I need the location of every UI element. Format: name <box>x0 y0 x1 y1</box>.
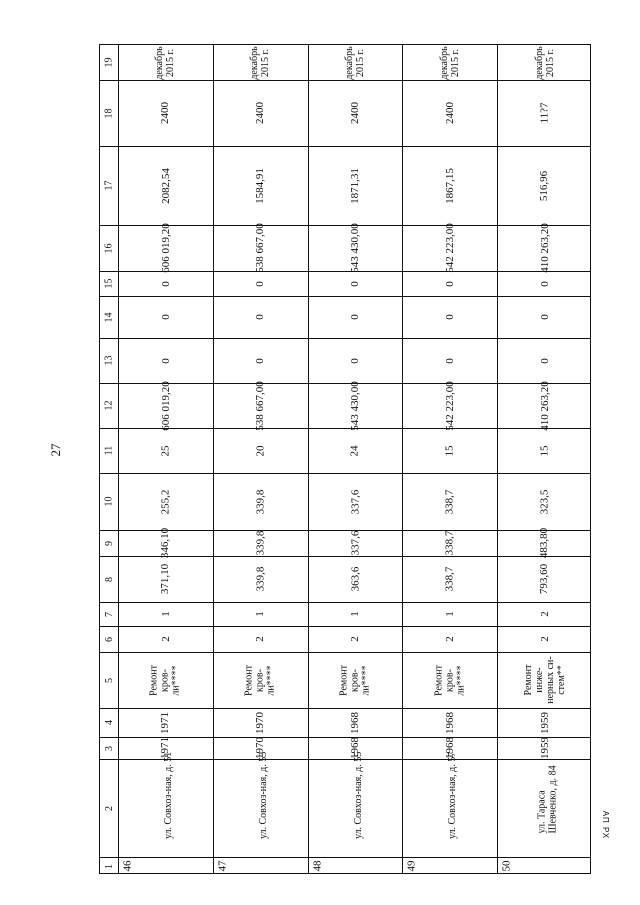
cell-text-col-9: 339,8 <box>254 530 267 556</box>
cell-text-col-1: 48 <box>311 860 324 872</box>
cell-text-col-15: 0 <box>348 280 361 287</box>
table-cell <box>497 602 592 626</box>
cell-text-col-16: 538 667,00 <box>254 223 267 273</box>
cell-text-col-16: 543 430,00 <box>348 223 361 273</box>
column-number-label: 9 <box>103 540 115 546</box>
table-cell <box>213 271 308 296</box>
column-number <box>100 428 118 473</box>
table-cell <box>402 271 497 296</box>
column-number-label: 4 <box>103 720 115 725</box>
table-cell <box>213 530 308 556</box>
cell-text-col-3: 1970 <box>254 737 267 759</box>
table-cell <box>118 296 213 338</box>
cell-text-col-2: ул. Совхоз-ная, д. 55 <box>352 751 364 840</box>
cell-text-col-8: 339,8 <box>254 566 267 592</box>
cell-text-col-7: 1 <box>254 611 267 617</box>
cell-text-col-3: 1968 <box>348 737 361 759</box>
cell-text-col-11: 15 <box>443 445 456 456</box>
table-cell <box>118 473 213 530</box>
column-number-label: 14 <box>103 312 115 322</box>
table-cell <box>213 296 308 338</box>
cell-text-col-9: 337,6 <box>348 530 361 556</box>
column-number-label: 8 <box>103 576 115 582</box>
table-cell <box>308 45 403 80</box>
table-cell <box>213 473 308 530</box>
cell-text-col-3: 1971 <box>159 737 172 759</box>
table-cell <box>402 146 497 225</box>
table-cell <box>497 338 592 383</box>
table-cell <box>308 428 403 473</box>
table-cell <box>402 225 497 271</box>
cell-text-col-19: декабрь 2015 г. <box>533 45 556 80</box>
column-number-label: 7 <box>103 611 115 617</box>
column-number <box>100 652 118 708</box>
table-cell <box>118 626 213 652</box>
cell-text-col-9: 346,10 <box>159 527 172 559</box>
table-cell <box>213 708 308 737</box>
cell-text-col-12: 606 019,20 <box>159 380 172 431</box>
table-cell <box>402 530 497 556</box>
column-number <box>100 556 118 602</box>
column-number <box>100 45 118 80</box>
cell-text-col-10: 337,6 <box>348 489 361 514</box>
table-cell <box>118 80 213 146</box>
cell-text-col-8: 363,6 <box>348 566 361 592</box>
table-cell <box>402 708 497 737</box>
cell-text-col-2: ул. Совхоз-ная, д. 53 <box>257 751 269 840</box>
table-cell <box>118 271 213 296</box>
table-cell <box>213 652 308 708</box>
table-cell <box>497 652 592 708</box>
cell-text-col-11: 24 <box>348 445 361 456</box>
table-cell <box>118 338 213 383</box>
table-cell <box>308 708 403 737</box>
cell-text-col-7: 1 <box>348 611 361 617</box>
table-cell <box>118 225 213 271</box>
table-cell <box>118 527 213 559</box>
table-cell <box>497 146 592 225</box>
cell-text-col-10: 255,2 <box>159 489 172 514</box>
table-cell <box>402 556 497 602</box>
column-number <box>100 530 118 556</box>
cell-text-col-6: 2 <box>254 636 267 642</box>
cell-text-col-17: 2082,54 <box>159 167 172 204</box>
column-number-label: 10 <box>103 496 115 507</box>
cell-text-col-15: 0 <box>538 280 551 287</box>
column-number <box>100 759 118 857</box>
cell-text-col-12: 542 223,00 <box>443 380 456 431</box>
cell-text-col-12: 538 667,00 <box>254 380 267 431</box>
cell-text-col-19: декабрь 2015 г. <box>438 45 461 80</box>
table-cell <box>213 45 308 80</box>
column-number <box>100 383 118 428</box>
table-cell <box>308 652 403 708</box>
cell-text-col-6: 2 <box>443 636 456 642</box>
cell-text-col-13: 0 <box>443 357 456 364</box>
cell-text-col-5: Ремонт кров-ли**** <box>433 664 467 696</box>
table-cell <box>308 80 403 146</box>
table-cell <box>497 80 592 146</box>
column-number-label: 12 <box>103 400 115 411</box>
column-number <box>100 271 118 296</box>
table-cell <box>213 225 308 271</box>
cell-text-col-15: 0 <box>159 280 172 287</box>
data-table <box>99 44 591 874</box>
cell-text-col-18: 11?7 <box>538 102 551 124</box>
cell-text-col-10: 339,8 <box>254 489 267 514</box>
cell-text-col-14: 0 <box>254 314 267 320</box>
table-cell <box>402 626 497 652</box>
table-cell <box>497 45 592 80</box>
column-number <box>100 857 118 875</box>
cell-text-col-13: 0 <box>159 357 172 364</box>
footer-mark: АП РХ <box>601 810 610 840</box>
cell-text-col-4: 1970 <box>254 711 267 734</box>
table-cell <box>118 45 213 80</box>
cell-text-col-4: 1959 <box>538 711 551 734</box>
table-cell <box>402 473 497 530</box>
cell-text-col-18: 2400 <box>348 102 361 124</box>
table-cell <box>213 857 308 875</box>
column-number <box>100 338 118 383</box>
cell-text-col-16: 410 263,20 <box>538 223 551 273</box>
table-cell <box>213 380 308 431</box>
table-cell <box>497 473 592 530</box>
cell-text-col-4: 1968 <box>348 711 361 734</box>
column-number-label: 11 <box>103 445 115 456</box>
table-cell <box>308 338 403 383</box>
column-number-label: 5 <box>103 677 115 683</box>
table-cell <box>497 556 592 602</box>
table-cell <box>402 857 497 875</box>
cell-text-col-13: 0 <box>254 357 267 364</box>
table-cell <box>118 857 213 875</box>
cell-text-col-5: Ремонт инже-нерных си-стем** <box>522 656 567 704</box>
cell-text-col-2: ул. Тараса Шевченко, д. 84 <box>536 765 559 834</box>
cell-text-col-17: 1584,91 <box>254 167 267 204</box>
table-cell <box>402 338 497 383</box>
cell-text-col-18: 2400 <box>254 102 267 124</box>
cell-text-col-17: 516,96 <box>538 170 551 201</box>
table-cell <box>213 80 308 146</box>
table-cell <box>213 626 308 652</box>
table-cell <box>308 857 403 875</box>
cell-text-col-7: 1 <box>443 611 456 617</box>
table-cell <box>402 428 497 473</box>
cell-text-col-13: 0 <box>348 357 361 364</box>
cell-text-col-2: ул. Совхоз-ная, д. 51 <box>162 751 174 840</box>
column-number <box>100 602 118 626</box>
table-cell <box>308 626 403 652</box>
table-cell <box>308 146 403 225</box>
cell-text-col-3: 1968 <box>443 737 456 759</box>
cell-text-col-18: 2400 <box>159 102 172 124</box>
cell-text-col-12: 410 263,20 <box>538 380 551 431</box>
table-cell <box>118 751 213 857</box>
table-cell <box>118 380 213 431</box>
cell-text-col-18: 2400 <box>443 102 456 124</box>
cell-text-col-12: 543 430,00 <box>348 380 361 431</box>
table-cell <box>497 428 592 473</box>
table-cell <box>308 602 403 626</box>
table-cell <box>308 380 403 431</box>
table-cell <box>213 556 308 602</box>
cell-text-col-1: 46 <box>121 860 134 872</box>
table-cell <box>118 428 213 473</box>
cell-text-col-5: Ремонт кров-ли**** <box>148 664 182 696</box>
column-number <box>100 473 118 530</box>
cell-text-col-5: Ремонт кров-ли**** <box>243 664 277 696</box>
cell-text-col-1: 49 <box>405 860 418 872</box>
cell-text-col-6: 2 <box>159 636 172 642</box>
table-cell <box>402 45 497 80</box>
column-number-label: 19 <box>103 57 115 68</box>
cell-text-col-1: 50 <box>500 860 513 872</box>
cell-text-col-19: декабрь 2015 г. <box>343 45 366 80</box>
table-cell <box>118 708 213 737</box>
cell-text-col-8: 338,7 <box>443 566 456 592</box>
cell-text-col-11: 15 <box>538 445 551 456</box>
table-cell <box>497 857 592 875</box>
cell-text-col-11: 20 <box>254 445 267 456</box>
table-cell <box>497 527 592 559</box>
cell-text-col-8: 371,10 <box>159 563 172 595</box>
column-number-label: 18 <box>103 108 115 118</box>
cell-text-col-14: 0 <box>538 314 551 320</box>
cell-text-col-13: 0 <box>538 357 551 364</box>
table-cell <box>308 225 403 271</box>
table-cell <box>402 80 497 146</box>
cell-text-col-3: 1959 <box>538 737 551 759</box>
column-number <box>100 146 118 225</box>
column-number <box>100 737 118 759</box>
column-number-label: 17 <box>103 180 115 191</box>
column-number-label: 1 <box>103 863 115 869</box>
cell-text-col-9: 483,80 <box>538 527 551 559</box>
table-cell <box>497 626 592 652</box>
cell-text-col-11: 25 <box>159 445 172 456</box>
cell-text-col-10: 323,5 <box>538 489 551 514</box>
column-number-label: 13 <box>103 355 115 366</box>
cell-text-col-4: 1971 <box>159 711 172 734</box>
table-cell <box>402 380 497 431</box>
column-number <box>100 80 118 146</box>
table-cell <box>308 530 403 556</box>
table-cell <box>402 751 497 857</box>
cell-text-col-7: 2 <box>538 611 551 617</box>
cell-text-col-15: 0 <box>443 280 456 287</box>
cell-text-col-2: ул. Совхоз-ная, д. 57 <box>447 751 459 840</box>
cell-text-col-8: 793,60 <box>538 563 551 595</box>
table-cell <box>213 602 308 626</box>
column-number <box>100 708 118 737</box>
cell-text-col-15: 0 <box>254 280 267 287</box>
table-cell <box>213 338 308 383</box>
table-cell <box>402 296 497 338</box>
cell-text-col-7: 1 <box>159 611 172 617</box>
table-cell <box>118 652 213 708</box>
page-number: 27 <box>48 443 63 457</box>
cell-text-col-14: 0 <box>159 314 172 320</box>
table-cell <box>497 380 592 431</box>
table-cell <box>402 602 497 626</box>
table-cell <box>308 296 403 338</box>
table-cell <box>497 271 592 296</box>
table-cell <box>402 652 497 708</box>
table-cell <box>497 759 592 857</box>
table-cell <box>213 428 308 473</box>
table-cell <box>308 556 403 602</box>
table-cell <box>213 146 308 225</box>
column-number-label: 16 <box>103 243 115 253</box>
cell-text-col-6: 2 <box>348 636 361 642</box>
column-number <box>100 225 118 271</box>
cell-text-col-17: 1867,15 <box>443 167 456 204</box>
table-cell <box>308 473 403 530</box>
cell-text-col-14: 0 <box>348 314 361 320</box>
cell-text-col-17: 1871,31 <box>348 167 361 204</box>
cell-text-col-4: 1968 <box>443 711 456 734</box>
table-cell <box>118 602 213 626</box>
table-cell <box>497 225 592 271</box>
column-number-label: 15 <box>103 278 115 289</box>
cell-text-col-1: 47 <box>216 860 229 872</box>
cell-text-col-14: 0 <box>443 314 456 320</box>
table-cell <box>308 271 403 296</box>
cell-text-col-5: Ремонт кров-ли**** <box>338 664 372 696</box>
column-number-label: 2 <box>103 805 115 811</box>
table-cell <box>497 708 592 737</box>
table-cell <box>308 751 403 857</box>
table-cell <box>213 751 308 857</box>
cell-text-col-16: 606 019,20 <box>159 223 172 273</box>
table-cell <box>118 146 213 225</box>
column-number-label: 3 <box>103 745 115 751</box>
table-cell <box>497 296 592 338</box>
column-number <box>100 296 118 338</box>
table-cell <box>118 556 213 602</box>
cell-text-col-10: 338,7 <box>443 489 456 514</box>
cell-text-col-19: декабрь 2015 г. <box>154 45 177 80</box>
column-number-label: 6 <box>103 636 115 642</box>
cell-text-col-19: декабрь 2015 г. <box>249 45 272 80</box>
cell-text-col-6: 2 <box>538 636 551 642</box>
cell-text-col-9: 338,7 <box>443 530 456 556</box>
cell-text-col-16: 542 223,00 <box>443 223 456 273</box>
column-number <box>100 626 118 652</box>
